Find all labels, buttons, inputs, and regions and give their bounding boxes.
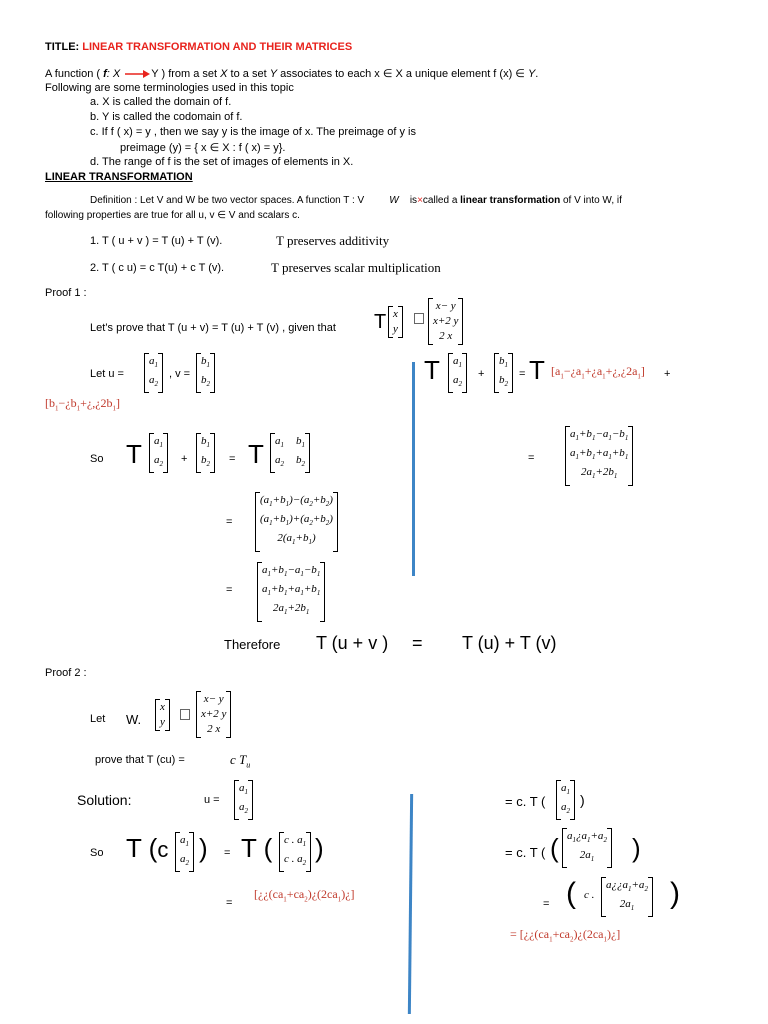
- so-label: So: [90, 453, 104, 465]
- right2-mixed-vector: $a_1¿a_1+a_2$ $2a_1$: [562, 828, 612, 868]
- so-plus: +: [181, 453, 188, 465]
- right-result-equals: =: [528, 452, 535, 464]
- property-1: 1. T ( u + v ) = T (u) + T (v).: [90, 235, 223, 247]
- property-2-note: T preserves scalar multiplication: [271, 260, 441, 275]
- proof2-maps-to-box: [180, 709, 190, 722]
- therefore-rhs: T (u) + T (v): [462, 633, 557, 653]
- given-output-matrix: x− y x+2 y 2 x: [428, 298, 463, 345]
- right2-c-vector: $a¿¿a_1+a_2$ $2a_1$: [601, 877, 653, 917]
- given-input-matrix: x y: [388, 306, 403, 338]
- right2-c-dot: c .: [584, 889, 595, 901]
- open-paren-5: (: [566, 877, 576, 910]
- proof2-w: W.: [126, 712, 142, 727]
- definition-line-2: following properties are true for all u, v ∈ V and scalars c.: [45, 210, 300, 221]
- section-heading: LINEAR TRANSFORMATION: [45, 171, 193, 183]
- proof2-T2: T (: [241, 833, 273, 863]
- proof2-T1: T (c: [126, 833, 169, 863]
- title-label: TITLE:: [45, 41, 80, 53]
- step1-matrix: $(a_1+b_1)-(a_2+b_2)$ $(a_1+b_1)+(a_2+b_2)$ $2(a_1+b_1)$: [255, 492, 338, 552]
- intro-line-2: Following are some terminologies used in this topic: [45, 82, 294, 94]
- proof2-cTu: c $T_u$: [230, 752, 251, 770]
- proof2-equals: =: [224, 847, 231, 859]
- so-T1: T: [126, 439, 142, 469]
- therefore-label: Therefore: [224, 637, 281, 652]
- title-text: LINEAR TRANSFORMATION AND THEIR MATRICES: [82, 41, 353, 53]
- let-u-label: Let u =: [90, 368, 124, 380]
- close-paren-3: ): [580, 792, 585, 808]
- proof2-red-expression: $[¿¿(ca_1+ca_2)¿(2ca_1)¿]$: [254, 887, 355, 904]
- proof2-label: Proof 2 :: [45, 667, 87, 679]
- combined-matrix: $a_1$ $b_1$ $a_2$ $b_2$: [270, 433, 310, 473]
- right-result-matrix: $a_1+b_1-a_1-b_1$ $a_1+b_1+a_1+b_1$ $2a_1+2b_1$: [565, 426, 633, 486]
- term-item-b: b. Y is called the codomain of f.: [90, 111, 243, 123]
- divider-line-bottom: [408, 794, 413, 1014]
- so-T2: T: [248, 439, 264, 469]
- right-b-vector: $b_1$ $b_2$: [494, 353, 513, 393]
- right-equals: =: [519, 368, 526, 380]
- so-a-vector: $a_1$ $a_2$: [149, 433, 168, 473]
- proof1-lets-prove: Let’s prove that T (u + v) = T (u) + T (v) , given that: [90, 322, 336, 334]
- proof2-red-equals: =: [226, 897, 233, 909]
- solution-u-label: u =: [204, 794, 220, 806]
- arrow-icon: [123, 69, 151, 79]
- property-2: 2. T ( c u) = c T(u) + c T (v).: [90, 262, 225, 274]
- red-expression-right: $[a_1-¿a_1+¿a_1+¿,¿2a_1]$: [551, 364, 645, 381]
- right-plus-end: +: [664, 368, 671, 380]
- proof1-T: T: [374, 311, 387, 333]
- proof2-cu-vector: c . $a_1$ c . $a_2$: [279, 832, 311, 872]
- close-paren-1: ): [199, 833, 208, 863]
- right-a-vector: $a_1$ $a_2$: [448, 353, 467, 393]
- so-equals: =: [229, 453, 236, 465]
- step2-equals: =: [226, 584, 233, 596]
- proof2-a-vector: $a_1$ $a_2$: [175, 832, 194, 872]
- so-b-vector: $b_1$ $b_2$: [196, 433, 215, 473]
- proof2-prove: prove that T (cu) =: [95, 754, 185, 766]
- close-paren-2: ): [315, 833, 324, 863]
- comma-v-label: , v =: [169, 368, 191, 380]
- term-item-d: d. The range of f is the set of images of elements in X.: [90, 156, 354, 168]
- step2-matrix: $a_1+b_1-a_1-b_1$ $a_1+b_1+a_1+b_1$ $2a_1+2b_1$: [257, 562, 325, 622]
- divider-line-top: [412, 362, 415, 576]
- term-item-c-cont: preimage (y) = { x ∈ X : f ( x) = y}.: [120, 142, 286, 154]
- open-paren-4: (: [550, 833, 559, 863]
- right2-cT2: = c. T (: [505, 845, 546, 860]
- u-vector: $a_1$ $a_2$: [144, 353, 163, 393]
- right-plus: +: [478, 368, 485, 380]
- therefore-equals: =: [412, 633, 423, 653]
- solution-label: Solution:: [77, 792, 132, 808]
- proof1-label: Proof 1 :: [45, 287, 87, 299]
- page-title: [45, 41, 352, 53]
- property-1-note: T preserves additivity: [276, 233, 390, 248]
- intro-line-1: A function ( f: X Y ) from a set X to a set Y associates to each x ∈ X a unique element f (x) ∈ Y.: [45, 68, 539, 80]
- proof2-so: So: [90, 847, 104, 859]
- right2-a-vector: $a_1$ $a_2$: [556, 780, 575, 820]
- proof2-let: Let: [90, 713, 106, 725]
- close-paren-4: ): [632, 833, 641, 863]
- right2-red-expression: = $[¿¿(ca_1+ca_2)¿(2ca_1)¿]$: [510, 927, 621, 944]
- v-vector: $b_1$ $b_2$: [196, 353, 215, 393]
- right-T1: T: [424, 355, 440, 385]
- proof2-input-matrix: x y: [155, 699, 170, 731]
- solution-u-vector: $a_1$ $a_2$: [234, 780, 253, 820]
- maps-to-box: [414, 313, 424, 326]
- therefore-lhs: T (u + v ): [316, 633, 389, 653]
- right2-equals: =: [543, 898, 550, 910]
- step1-equals: =: [226, 516, 233, 528]
- red-cross-icon: ×: [417, 195, 423, 206]
- right2-cT1: = c. T (: [505, 794, 546, 809]
- definition-line-1: Definition : Let V and W be two vector spaces. A function T : V W is×called a linear transformation of V into W, if: [90, 195, 622, 206]
- proof2-output-matrix: x− y x+2 y 2 x: [196, 691, 231, 738]
- term-item-a: a. X is called the domain of f.: [90, 96, 232, 108]
- term-item-c: c. If f ( x) = y , then we say y is the image of x. The preimage of y is: [90, 126, 416, 138]
- right-T2: T: [529, 355, 545, 385]
- red-expression-left: $[b_1-¿b_1+¿,¿2b_1]$: [45, 396, 121, 413]
- close-paren-5: ): [670, 877, 680, 910]
